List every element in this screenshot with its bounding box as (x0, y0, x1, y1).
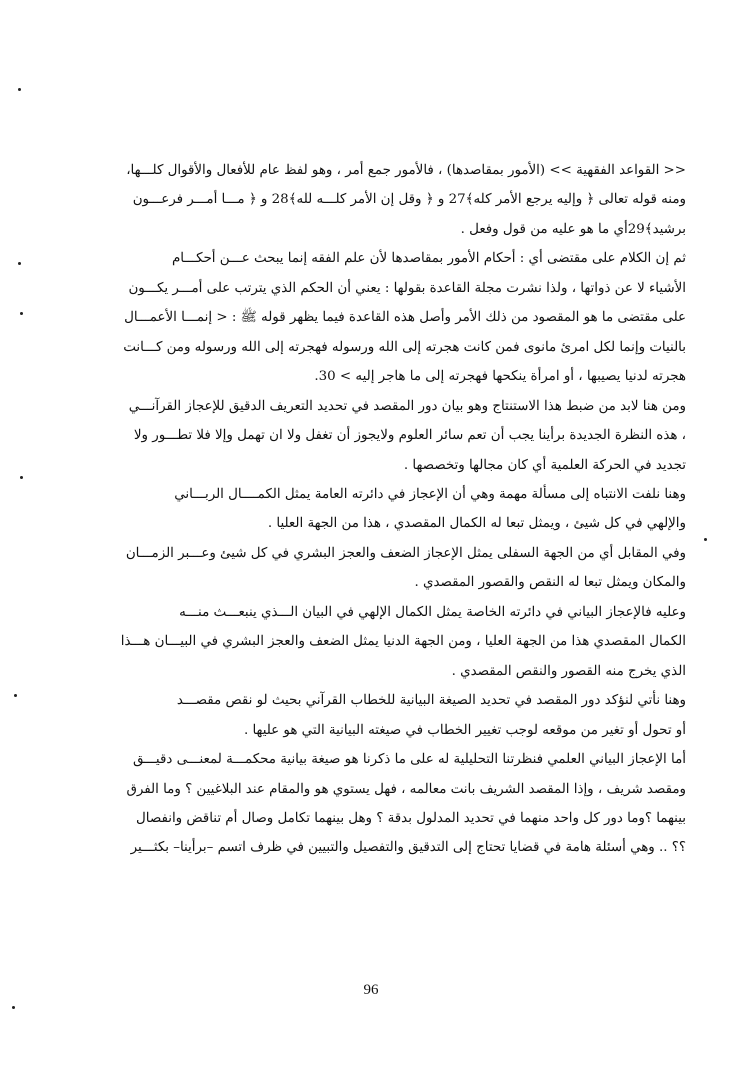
text-line: ومنه قوله تعالى ﴿ وإليه يرجع الأمر كله﴾27 و ﴿ وقل إن الأمر كلـــه لله﴾28 و ﴿ مـــا أمـــر فرعـــون (132, 192, 686, 208)
paragraph (72, 745, 686, 863)
scan-speck (20, 312, 23, 315)
text-line: بالنيات وإنما لكل امرئ مانوى فمن كانت هجرته إلى الله ورسوله فهجرته إلى الله ورسوله ومن كـــانت (123, 339, 686, 355)
text-line: الكمال المقصدي هذا من الجهة العليا ، ومن الجهة الدنيا يمثل الضعف والعجز البشري في البيـــان هـــذا (120, 634, 686, 650)
paragraph (72, 480, 686, 539)
paragraph (72, 156, 686, 244)
scan-speck (12, 1006, 15, 1009)
scan-speck (18, 262, 21, 265)
text-line: بينهما ؟وما دور كل واحد منهما في تحديد المدلول بدقة ؟ وهل بينهما تكامل وصال أم تناقض وانفصال (136, 810, 686, 826)
scan-speck (704, 538, 707, 541)
paragraph (72, 244, 686, 391)
text-line: وعليه فالإعجاز البياني في دائرته الخاصة يمثل الكمال الإلهي في البيان الـــذي ينبعـــث منـــه (179, 604, 686, 620)
text-line: والإلهي في كل شيئ ، ويمثل تبعا له الكمال المقصدي ، هذا من الجهة العليا . (267, 516, 686, 532)
text-line: وهنا نأتي لنؤكد دور المقصد في تحديد الصيغة البيانية للخطاب القرآني بحيث لو نقص مقصـــد (176, 693, 686, 709)
scan-speck (14, 694, 17, 697)
text-line: على مقتضى ما هو المقصود من ذلك الأمر وأصل هذه القاعدة فيما يظهر قوله ﷺ : < إنمـــا الأعمـــال (124, 310, 686, 326)
text-line: << القواعد الفقهية >> (الأمور بمقاصدها) ، فالأمور جمع أمر ، وهو لفظ عام للأفعال والأقوال كلـــها، (126, 163, 686, 178)
text-line: وهنا نلفت الانتباه إلى مسألة مهمة وهي أن الإعجاز في دائرته العامة يمثل الكمــــال الربـــاني (174, 486, 686, 502)
text-line: الذي يخرج منه القصور والنقص المقصدي . (451, 663, 686, 679)
page-number: 96 (363, 982, 379, 998)
scan-speck (20, 476, 23, 479)
scan-speck (18, 88, 21, 91)
text-line: تجديد في الحركة العلمية أي كان مجالها وتخصصها . (403, 457, 686, 473)
paragraph (72, 539, 686, 598)
paragraph (72, 392, 686, 480)
text-line: ؟؟ .. وهي أسئلة هامة في قضايا تحتاج إلى التدقيق والتفصيل والتبيين في ظرف اتسم –برأينا– بكثـــير (130, 840, 686, 856)
paragraph (72, 598, 686, 686)
text-line: ثم إن الكلام على مقتضى أي : أحكام الأمور بمقاصدها لأن علم الفقه إنما يبحث عـــن أحكـــام (171, 251, 686, 267)
text-line: ومن هنا لابد من ضبط هذا الاستنتاج وهو بيان دور المقصد في تحديد التعريف الدقيق للإعجاز القرآنـــي (128, 398, 686, 414)
text-line: أما الإعجاز البياني العلمي فنظرتنا التحليلية له على ما ذكرنا هو صيغة بيانية محكمـــة لمعنـــى دقيـــق (132, 752, 686, 768)
text-line: الأشياء لا عن ذواتها ، ولذا نشرت مجلة القاعدة بقولها : يعني أن الحكم الذي يترتب على أمـــر يكـــون (128, 280, 686, 296)
text-line: وفي المقابل أي من الجهة السفلى يمثل الإعجاز الضعف والعجز البشري في كل شيئ وعـــبر الزمـــان (125, 545, 686, 561)
paragraph (72, 686, 686, 745)
text-line: ومقصد شريف ، وإذا المقصد الشريف بانت معالمه ، فهل يستوي هو والمقام عند البلاغيين ؟ وما الفرق (126, 781, 686, 797)
text-line: برشيد﴾29أي ما هو عليه من قول وفعل . (460, 221, 686, 237)
text-line: أو تحول أو تغير من موقعه لوجب تغيير الخطاب في صيغته البيانية التي هو عليها . (243, 722, 686, 738)
text-line: هجرته لدنيا يصيبها ، أو امرأة ينكحها فهجرته إلى ما هاجر إليه > 30. (314, 369, 686, 385)
text-line: والمكان ويمثل تبعا له النقص والقصور المقصدي . (414, 575, 686, 591)
text-line: ، هذه النظرة الجديدة برأينا يجب أن تعم سائر العلوم ولايجوز أن تغفل ولا ان تهمل وإلا فلا تطـــور ولا (133, 428, 686, 444)
body-text (72, 156, 686, 863)
